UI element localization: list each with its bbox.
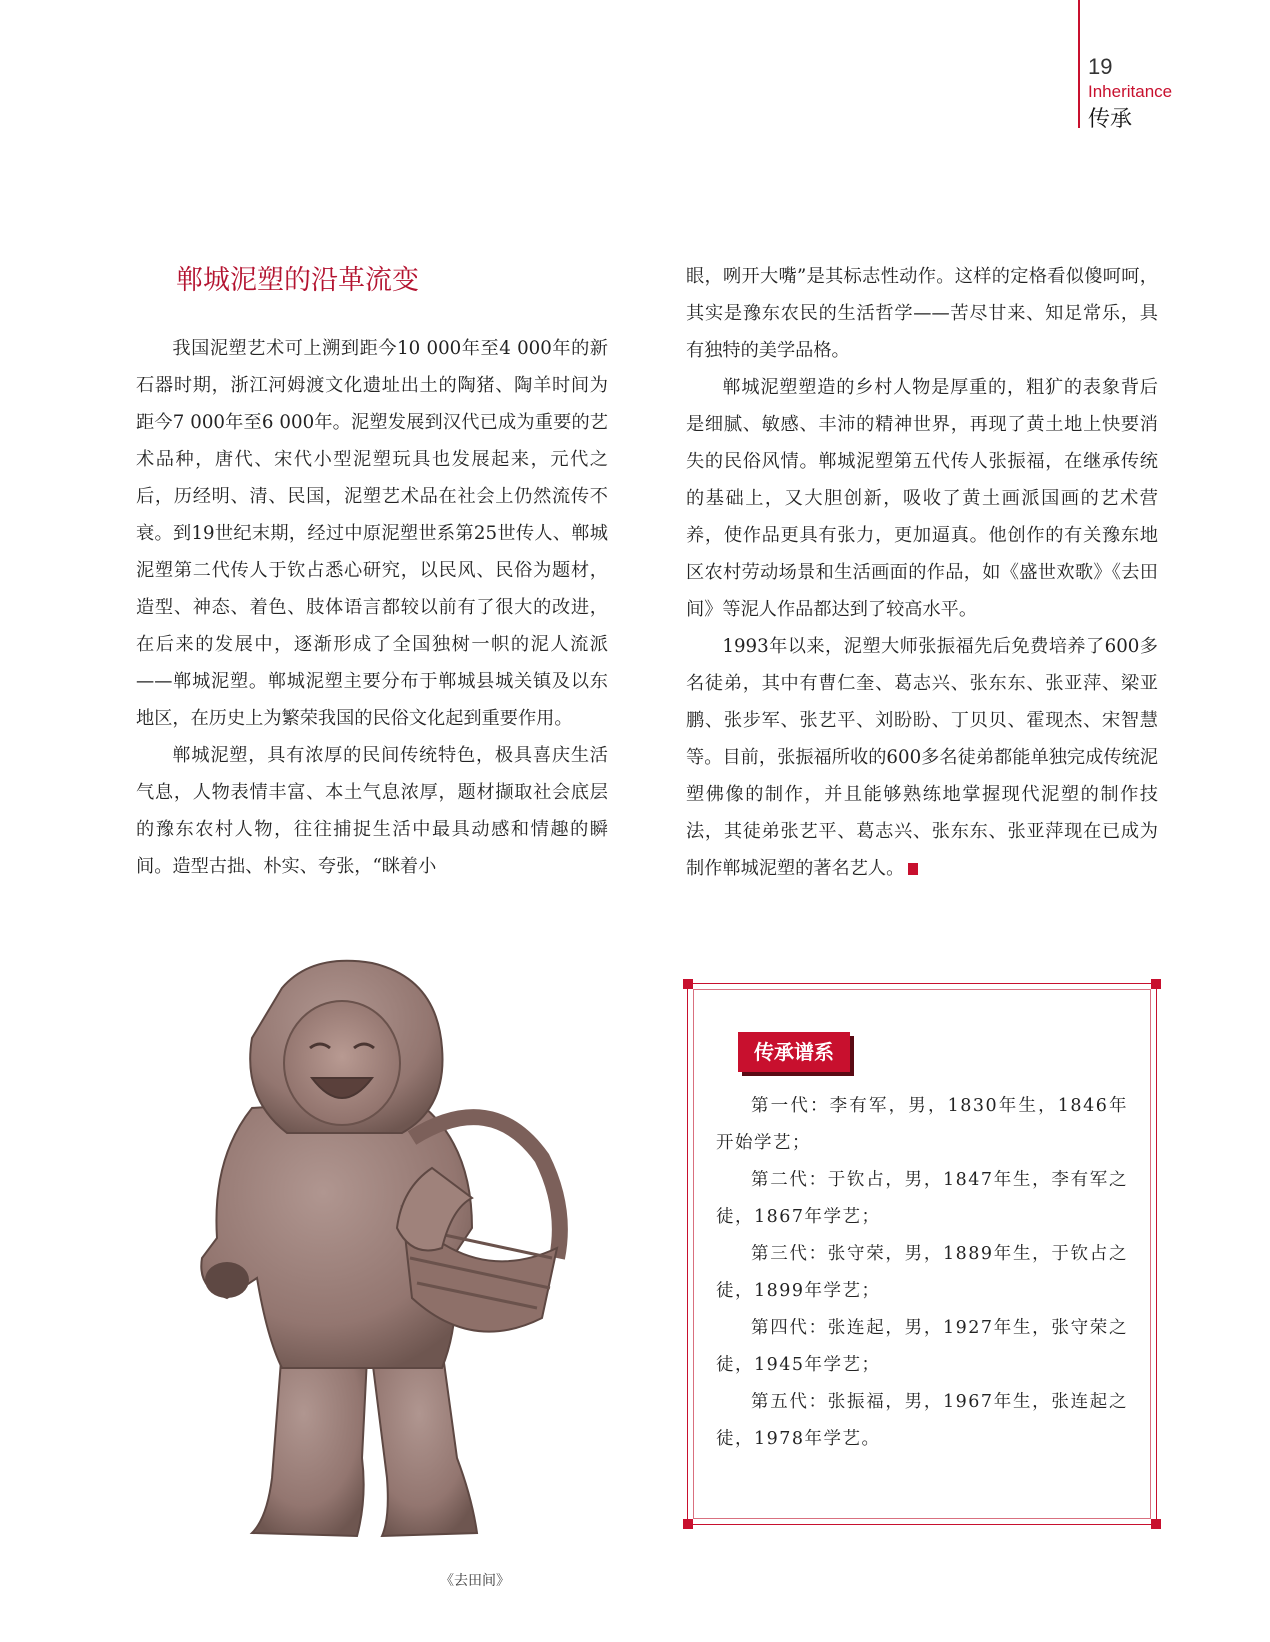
clay-figure-photo bbox=[172, 958, 592, 1554]
lineage-box bbox=[687, 983, 1157, 1525]
figure-caption: 《去田间》 bbox=[440, 1573, 510, 1589]
lineage-title-badge: 传承谱系 bbox=[738, 1032, 850, 1072]
paragraph-history: 我国泥塑艺术可上溯到距今10 000年至4 000年的新石器时期，浙江河姆渡文化遗址出土的陶猪、陶羊时间为距今7 000年至6 000年。泥塑发展到汉代已成为重要的艺术品种，唐代、宋代小型泥塑玩具也发展起来，元代之后，历经明、清、民国，泥塑艺术品在社会上仍然流传不衰。到19世纪末期，经过中原泥塑世系第25世传人、郸城泥塑第二代传人于钦占悉心研究，以民风、民俗为题材，造型、神态、着色、肢体语言都较以前有了很大的改进，在后来的发展中，逐渐形成了全国独树一帜的泥人流派——郸城泥塑。郸城泥塑主要分布于郸城县城关镇及以东地区，在历史上为繁荣我国的民俗文化起到重要作用。 bbox=[136, 338, 608, 729]
paragraph-apprentices-text: 1993年以来，泥塑大师张振福先后免费培养了600多名徒弟，其中有曹仁奎、葛志兴、张东东、张亚萍、梁亚鹏、张步军、张艺平、刘盼盼、丁贝贝、霍现杰、宋智慧等。目前，张振福所收的600多名徒弟都能单独完成传统泥塑佛像的制作，并且能够熟练地掌握现代泥塑的制作技法，其徒弟张艺平、葛志兴、张东东、张亚萍现在已成为制作郸城泥塑的著名艺人。 bbox=[686, 636, 1158, 879]
header-divider-line bbox=[1078, 0, 1080, 128]
box-corner-ornament bbox=[683, 979, 693, 989]
section-title-english: Inheritance bbox=[1088, 82, 1173, 101]
lineage-item-generation-1: 第一代：李有军，男，1830年生，1846年开始学艺； bbox=[716, 1096, 1128, 1153]
paragraph-rural-figures: 郸城泥塑塑造的乡村人物是厚重的，粗犷的表象背后是细腻、敏感、丰沛的精神世界，再现了黄土地上快要消失的民俗风情。郸城泥塑第五代传人张振福，在继承传统的基础上，又大胆创新，吸收了黄土画派国画的艺术营养，使作品更具有张力，更加逼真。他创作的有关豫东地区农村劳动场景和生活画面的作品，如《盛世欢歌》《去田间》等泥人作品都达到了较高水平。 bbox=[686, 377, 1158, 620]
lineage-list bbox=[716, 1088, 1128, 1458]
page-number: 19 bbox=[1088, 54, 1113, 79]
lineage-item-generation-5: 第五代：张振福，男，1967年生，张连起之徒，1978年学艺。 bbox=[716, 1392, 1128, 1449]
box-corner-ornament bbox=[683, 1519, 693, 1529]
article-column-left bbox=[136, 330, 608, 885]
paragraph-apprentices bbox=[686, 628, 1158, 887]
lineage-item-generation-4: 第四代：张连起，男，1927年生，张守荣之徒，1945年学艺； bbox=[716, 1318, 1128, 1375]
box-corner-ornament bbox=[1151, 1519, 1161, 1529]
lineage-item-generation-2: 第二代：于钦占，男，1847年生，李有军之徒，1867年学艺； bbox=[716, 1170, 1128, 1227]
paragraph-features-continued: 眼，咧开大嘴”是其标志性动作。这样的定格看似傻呵呵，其实是豫东农民的生活哲学——苦尽甘来、知足常乐，具有独特的美学品格。 bbox=[686, 266, 1158, 361]
paragraph-features: 郸城泥塑，具有浓厚的民间传统特色，极具喜庆生活气息，人物表情丰富、本土气息浓厚，题材撷取社会底层的豫东农村人物，往往捕捉生活中最具动感和情趣的瞬间。造型古拙、朴实、夸张，“眯着小 bbox=[136, 745, 608, 877]
lineage-item-generation-3: 第三代：张守荣，男，1889年生，于钦占之徒，1899年学艺； bbox=[716, 1244, 1128, 1301]
article-heading: 郸城泥塑的沿革流变 bbox=[176, 265, 419, 296]
article-column-right bbox=[686, 258, 1158, 887]
section-title-chinese: 传承 bbox=[1088, 107, 1133, 132]
end-mark-icon bbox=[908, 863, 918, 875]
box-corner-ornament bbox=[1151, 979, 1161, 989]
clay-figure-illustration bbox=[172, 958, 592, 1554]
